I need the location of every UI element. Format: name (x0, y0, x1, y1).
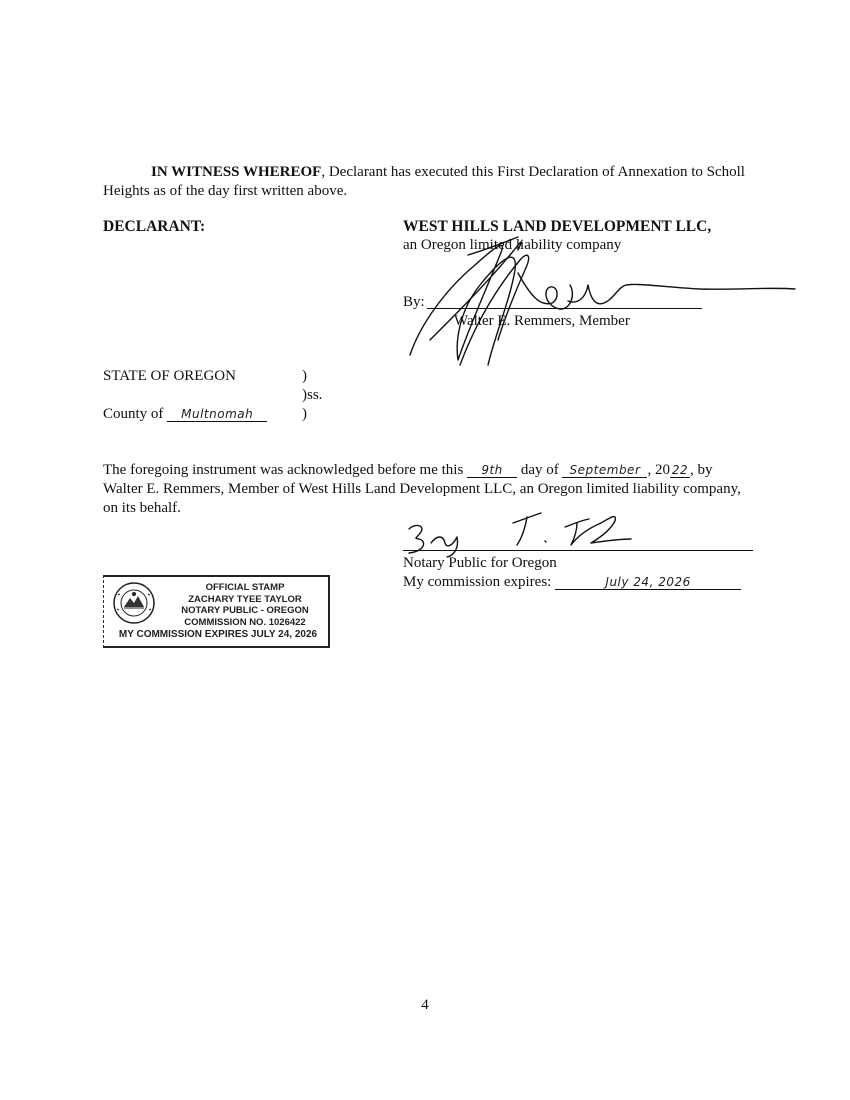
official-stamp (103, 575, 330, 648)
commission-expires-label: My commission expires: (403, 574, 552, 590)
oregon-seal-icon (110, 581, 158, 625)
company-description: an Oregon limited liability company (403, 237, 622, 253)
ack-year-value: 22 (671, 463, 689, 477)
stamp-line-4: COMMISSION NO. 1026422 (184, 616, 306, 628)
stamp-line-5: MY COMMISSION EXPIRES JULY 24, 2026 (118, 629, 318, 640)
notary-title: Notary Public for Oregon (403, 555, 557, 571)
company-name: WEST HILLS LAND DEVELOPMENT LLC, (403, 218, 712, 235)
ack-rest: by Walter E. Remmers, Member of West Hills Land Development LLC, an Oregon limited liability company, on its behalf. (103, 462, 741, 516)
ack-prefix: The foregoing instrument was acknowledged before me this (103, 462, 464, 478)
stamp-line-3: NOTARY PUBLIC - OREGON (181, 605, 309, 616)
commission-expires-value: July 24, 2026 (555, 575, 741, 590)
signer-name: Walter E. Remmers, Member (454, 313, 630, 329)
stamp-line-2: ZACHARY TYEE TAYLOR (188, 593, 302, 605)
witness-lead: IN WITNESS WHEREOF (151, 164, 322, 180)
notary-signature-line (403, 550, 753, 551)
stamp-line-1: OFFICIAL STAMP (205, 582, 285, 593)
county-value: Multnomah (167, 407, 267, 422)
witness-text: , Declarant has executed this First Declaration of Annexation to Scholl Heights as of the day first written above. (103, 164, 745, 199)
venue-ss: )ss. (302, 387, 323, 403)
venue-paren-3: ) (302, 406, 307, 422)
witness-paragraph (103, 163, 753, 201)
ack-day-of: day of (520, 462, 559, 478)
ack-comma: , (689, 462, 694, 478)
venue-paren-1: ) (302, 368, 307, 384)
ack-year-prefix: , 20 (647, 462, 670, 478)
county-line (103, 406, 267, 423)
notary-signature (405, 505, 645, 555)
county-label: County of (103, 406, 164, 422)
commission-expires-line (403, 574, 741, 591)
by-label: By: (403, 294, 425, 310)
stamp-text-block (164, 582, 326, 628)
page-number: 4 (421, 997, 429, 1013)
declarant-label: DECLARANT: (103, 218, 206, 235)
ack-day-value: 9th (467, 463, 517, 478)
remmers-signature (400, 215, 800, 375)
state-label: STATE OF OREGON (103, 368, 236, 384)
ack-month-value: September (562, 463, 647, 478)
